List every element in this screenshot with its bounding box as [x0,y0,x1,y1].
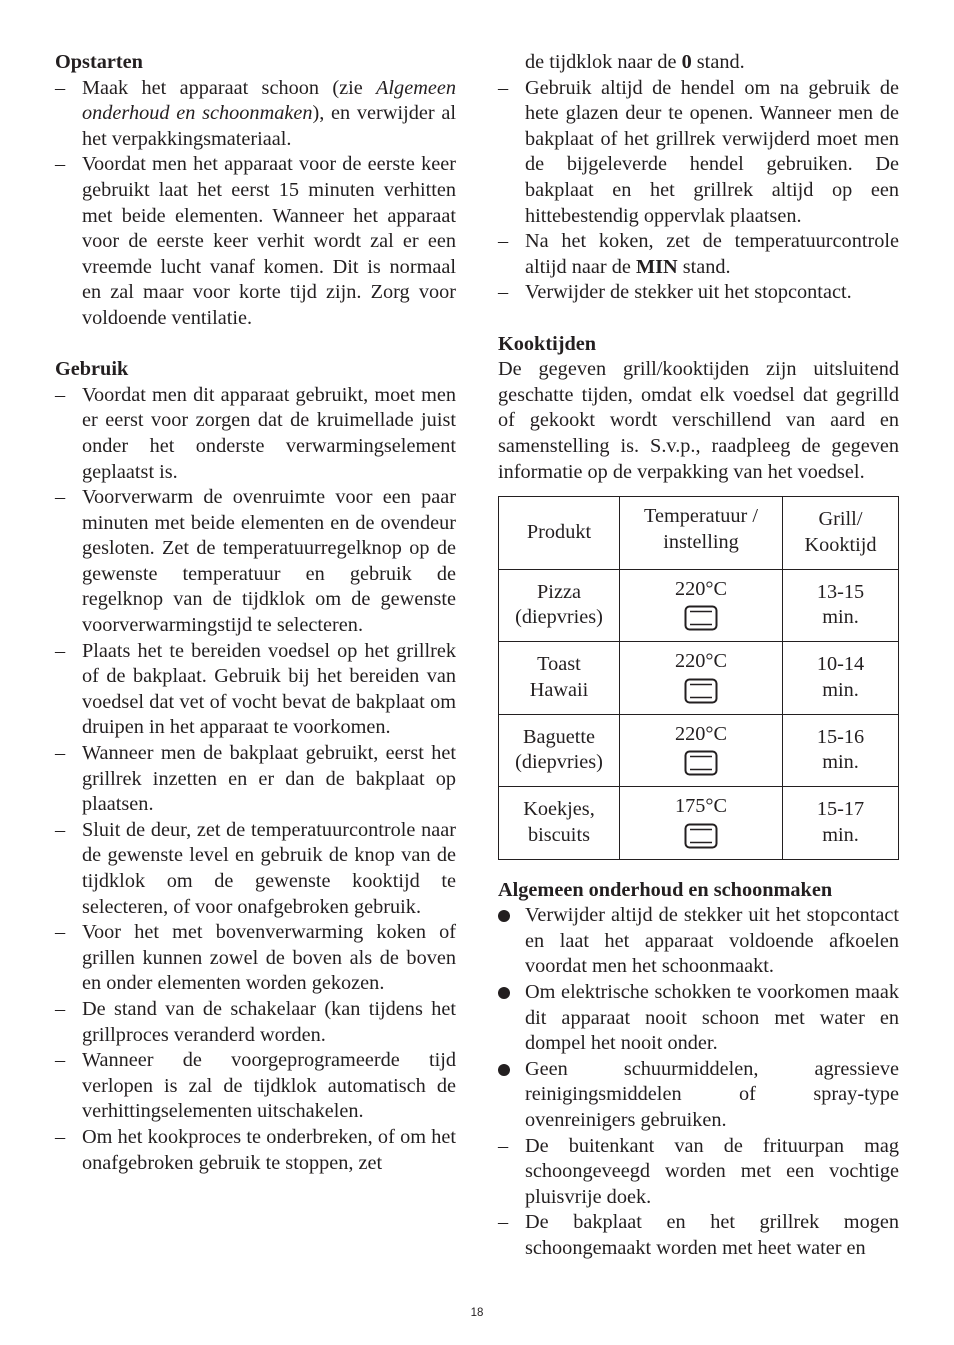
dash-marker: – [55,383,66,406]
dash-marker: – [498,230,509,253]
item-reference: Algemeen onderhoud en schoonmaken [82,76,456,125]
item-text: stand. [677,255,731,278]
table-header-row [499,497,899,570]
list-item [498,229,899,280]
heading-gebruik: Gebruik [55,358,129,381]
dash-marker: – [55,486,66,509]
onderhoud-dash-list [498,1134,899,1262]
item-text: Voor het met bovenverwarming koken of grillen kunnen zowel de boven als de boven en onder elementen worden gekozen. [82,921,456,995]
continued-text [498,50,899,76]
gebruik-list [55,383,456,1176]
dash-marker: – [55,818,66,841]
oven-both-elements-icon [684,605,718,631]
dash-marker: – [55,153,66,176]
cell-temperature: 220°C [620,569,783,642]
list-item [55,76,456,153]
item-text: Wanneer men de bakplaat gebruikt, eerst het grillrek inzetten en er dan de bakplaat op plaatsen. [82,742,456,816]
list-item [498,980,899,1057]
item-text: Plaats het te bereiden voedsel op het grillrek of de bakplaat. Gebruik bij het bereiden van voedsel dat vet of vocht bevat de bakplaat om druipen in het apparaat te voorkomen. [82,639,456,739]
list-item [498,76,899,230]
text: stand. [691,51,745,73]
heading-kooktijden: Kooktijden [498,332,597,355]
dash-marker: – [55,639,66,662]
table-row [499,714,899,787]
list-item [55,639,456,741]
heading-onderhoud: Algemeen onderhoud en schoonmaken [498,878,833,901]
list-item [55,818,456,920]
list-item [55,741,456,818]
cell-time: 13-15 min. [783,569,899,642]
table-row [499,569,899,642]
item-text: Voordat men het apparaat voor de eerste keer gebruikt laat het eerst 15 minuten verhitten met beide elementen. Wanneer het apparaat voor de eerste keer verhit wordt zal er een vreemde lucht vanaf komen. Dit is normaal en zal maar voor korte tijd zijn. Zorg voor voldoende ventilatie. [82,153,456,329]
item-text: Wanneer de voorgeprogrameerde tijd verlopen is zal de tijdklok automatisch de verhittingselementen uitschakelen. [82,1049,456,1123]
header-temperature: Temperatuur / instelling [620,497,783,570]
table-row [499,642,899,715]
list-item [498,1210,899,1261]
bullet-dot-icon [498,987,510,999]
dash-marker: – [55,76,66,99]
oven-both-elements-icon [684,823,718,849]
onderhoud-bullet-list [498,903,899,1133]
dash-marker: – [55,742,66,765]
cell-temperature: 175°C [620,787,783,860]
list-item [498,1057,899,1134]
item-text: Na het koken, zet de temperatuurcontrole altijd naar de [525,230,899,278]
item-text: Verwijder altijd de stekker uit het stopcontact en laat het apparaat voldoende afkoelen voordat men het schoonmaakt. [525,904,899,978]
text: de tijdklok naar de [525,51,682,73]
cell-product: Toast Hawaii [499,642,620,715]
dash-marker: – [55,1049,66,1072]
item-text: Sluit de deur, zet de temperatuurcontrole naar de gewenste level en gebruik de knop van de tijdklok om de gewenste kooktijd te selecteren, of voor onafgebroken gebruik. [82,818,456,918]
item-text: Om het kookproces te onderbreken, of om het onafgebroken gebruik te stoppen, zet [82,1125,456,1174]
oven-both-elements-icon [684,678,718,704]
item-text: Voorverwarm de ovenruimte voor een paar minuten met beide elementen en de ovendeur gesloten. Zet de temperatuurregelknop op de gewenste temperatuur en gebruik de regelknop van de tijdklok om de gewenste voorverwarmingstijd te selecteren. [82,486,456,637]
item-text: Maak het apparaat schoon (zie [82,76,377,99]
table-row [499,787,899,860]
left-column [55,50,456,1176]
dash-marker: – [498,1211,509,1234]
item-text: Voordat men dit apparaat gebruikt, moet men er eerst voor zorgen dat de kruimellade juist onder het onderste verwarmingselement geplaatst is. [82,383,456,483]
dash-marker: – [498,281,509,304]
list-item [498,1134,899,1211]
list-item [55,997,456,1048]
list-item [55,1125,456,1176]
item-text: ), en verwijder al het verpakkingsmateriaal. [82,102,456,150]
cell-temperature: 220°C [620,714,783,787]
header-product: Produkt [499,497,620,570]
dash-marker: – [498,1134,509,1157]
dash-marker: – [55,1125,66,1148]
cell-time: 10-14 min. [783,642,899,715]
bullet-dot-icon [498,910,510,922]
item-text: Verwijder de stekker uit het stopcontact. [525,281,852,304]
right-column [498,50,899,1262]
dash-marker: – [55,997,66,1020]
kooktijden-intro: De gegeven grill/kooktijden zijn uitsluitend geschatte tijden, omdat elk voedsel dat gegrilld of gekookt wordt verschillend van aard en samenstelling is. S.v.p., raadpleeg de gegeven informatie op de verpakking van het voedsel. [498,358,899,483]
item-text: Om elektrische schokken te voorkomen maak dit apparaat nooit schoon met water en dompel het nooit onder. [525,980,899,1055]
cell-product: Pizza (diepvries) [499,569,620,642]
item-text: Gebruik altijd de hendel om na gebruik de hete glazen deur te openen. Wanneer men de bakplaat of het grillrek verwijderd moet men de bijgeleverde hendel gebruiken. De bakplaat en het grillrek altijd op een hittebestendig oppervlak plaatsen. [525,76,899,227]
oven-both-elements-icon [684,750,718,776]
list-item [55,485,456,639]
item-text: De bakplaat en het grillrek mogen schoongemaakt worden met heet water en [525,1211,899,1259]
emphasis: 0 [681,51,692,73]
cell-temperature: 220°C [620,642,783,715]
page-number: 18 [470,1307,484,1319]
list-item [55,383,456,485]
cell-product: Baguette (diepvries) [499,714,620,787]
cooking-times-table [498,496,899,860]
cell-time: 15-17 min. [783,787,899,860]
list-item [55,1048,456,1125]
cell-time: 15-16 min. [783,714,899,787]
item-text: De buitenkant van de frituurpan mag schoongeveegd worden met een vochtige pluisvrije doek. [525,1134,899,1208]
list-item [55,920,456,997]
list-item [498,903,899,980]
emphasis: MIN [635,255,678,278]
heading-opstarten: Opstarten [55,51,143,73]
item-text: De stand van de schakelaar (kan tijdens het grillproces veranderd worden. [82,997,456,1046]
dash-marker: – [55,921,66,944]
list-item [55,152,456,331]
list-item [498,280,899,306]
header-time: Grill/ Kooktijd [783,497,899,570]
dash-marker: – [498,76,509,99]
cell-product: Koekjes, biscuits [499,787,620,860]
item-text: Geen schuurmiddelen, agressieve reinigingsmiddelen of spray-type ovenreinigers gebruiken. [525,1057,899,1131]
bullet-dot-icon [498,1064,510,1076]
